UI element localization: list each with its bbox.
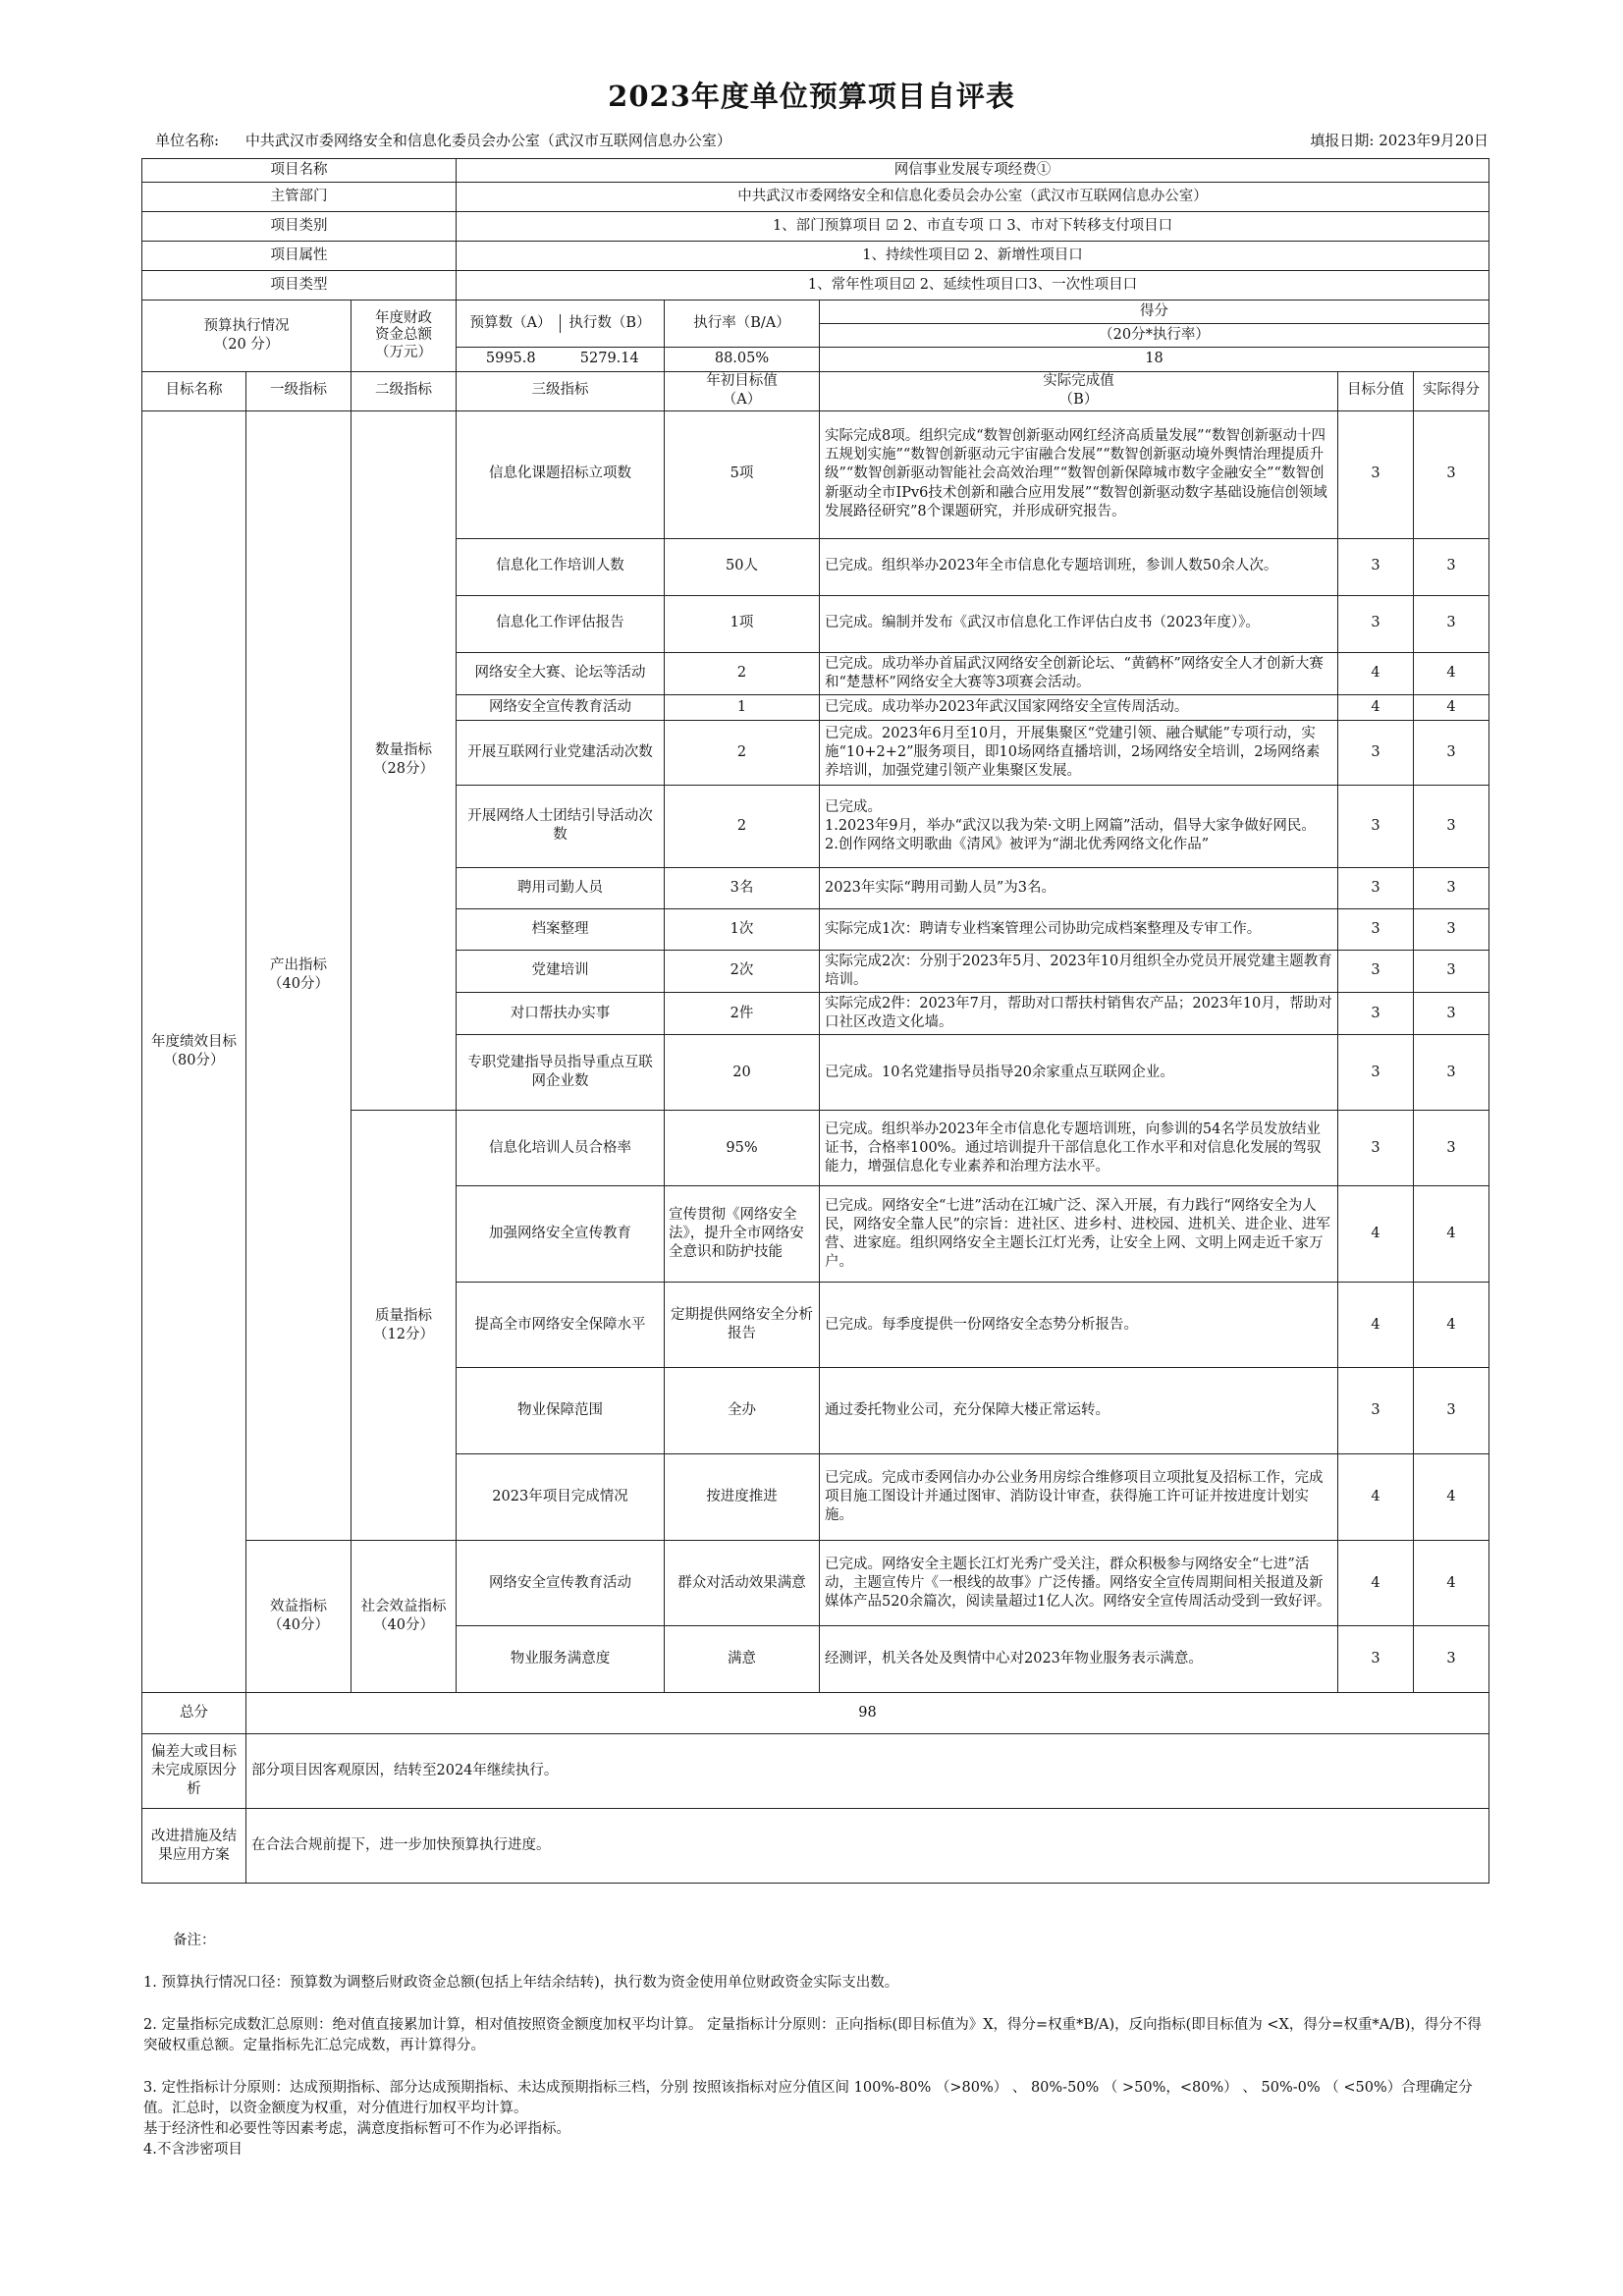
initial-target-cell: 宣传贯彻《网络安全法》，提升全市网络安全意识和防护技能 <box>665 1186 820 1283</box>
target-score-cell: 3 <box>1338 410 1414 538</box>
initial-target-cell: 95% <box>665 1111 820 1186</box>
hdr-actual <box>820 371 1338 410</box>
initial-target-cell: 1 <box>665 694 820 720</box>
project-name-value: 网信事业发展专项经费① <box>457 159 1489 183</box>
actual-cell: 已完成。网络安全主题长江灯光秀广受关注，群众积极参与网络安全“七进”活动，主题宣传片《一根线的故事》广泛传播。网络安全宣传周期间相关报道及新媒体产品520余篇次，阅读量超过1亿人次。网络安全宣传周活动受到一致好评。 <box>820 1541 1338 1626</box>
budget-col-header <box>457 301 665 348</box>
target-score-cell: 3 <box>1338 1368 1414 1454</box>
budget-values <box>457 348 665 371</box>
actual-score-cell: 4 <box>1414 1283 1489 1368</box>
level2-quality: 质量指标 （12分） <box>352 1111 457 1541</box>
level2-social: 社会效益指标 （40分） <box>352 1541 457 1693</box>
level3-cell: 网络安全宣传教育活动 <box>457 694 665 720</box>
hdr-initial-target-text: 年初目标值 <box>706 372 778 389</box>
actual-score-cell: 3 <box>1414 785 1489 867</box>
level3-cell: 信息化工作评估报告 <box>457 595 665 652</box>
initial-target-cell: 按进度推进 <box>665 1454 820 1541</box>
report-date <box>1310 130 1488 150</box>
initial-target-cell: 群众对活动效果满意 <box>665 1541 820 1626</box>
level3-cell: 对口帮扶办实事 <box>457 993 665 1035</box>
budget-header-row <box>142 301 1489 324</box>
target-score-cell: 3 <box>1338 1035 1414 1111</box>
level3-cell: 信息化工作培训人数 <box>457 538 665 595</box>
budget-b-header: 执行数（B） <box>560 314 659 333</box>
target-score-cell: 3 <box>1338 595 1414 652</box>
initial-target-cell: 2次 <box>665 950 820 992</box>
actual-cell: 2023年实际“聘用司勤人员”为3名。 <box>820 867 1338 908</box>
level1-output: 产出指标 （40分） <box>246 410 352 1541</box>
score-header: 得分 <box>820 301 1489 324</box>
improve-label: 改进措施及结果应用方案 <box>142 1809 246 1884</box>
project-name-label: 项目名称 <box>142 159 457 183</box>
level3-cell: 网络安全宣传教育活动 <box>457 1541 665 1626</box>
hdr-actual-sub: （B） <box>1058 392 1099 408</box>
actual-score-cell: 4 <box>1414 652 1489 694</box>
deviation-label: 偏差大或目标未完成原因分析 <box>142 1734 246 1809</box>
level3-cell: 党建培训 <box>457 950 665 992</box>
initial-target-cell: 1次 <box>665 908 820 950</box>
initial-target-cell: 50人 <box>665 538 820 595</box>
category-row <box>142 212 1489 242</box>
initial-target-cell: 2 <box>665 652 820 694</box>
rate-value: 88.05% <box>665 348 820 371</box>
hdr-level1: 一级指标 <box>246 371 352 410</box>
level3-cell: 专职党建指导员指导重点互联网企业数 <box>457 1035 665 1111</box>
hdr-target-score: 目标分值 <box>1338 371 1414 410</box>
note-4: 基于经济性和必要性等因素考虑，满意度指标暂可不作为必评指标。 <box>143 2121 570 2138</box>
target-score-cell: 4 <box>1338 1283 1414 1368</box>
score-value: 18 <box>820 348 1489 371</box>
actual-score-cell: 3 <box>1414 950 1489 992</box>
actual-score-cell: 3 <box>1414 1368 1489 1454</box>
initial-target-cell: 定期提供网络安全分析报告 <box>665 1283 820 1368</box>
target-score-cell: 4 <box>1338 694 1414 720</box>
actual-cell: 实际完成1次：聘请专业档案管理公司协助完成档案整理及专审工作。 <box>820 908 1338 950</box>
level2-quantity: 数量指标 （28分） <box>352 410 457 1111</box>
target-score-cell: 3 <box>1338 993 1414 1035</box>
hdr-actual-text: 实际完成值 <box>1043 372 1114 389</box>
actual-score-cell: 3 <box>1414 1626 1489 1693</box>
initial-target-cell: 2 <box>665 720 820 785</box>
level3-cell: 2023年项目完成情况 <box>457 1454 665 1541</box>
budget-a-header: 预算数（A） <box>469 315 552 332</box>
type-label: 项目类型 <box>142 271 457 301</box>
level3-cell: 加强网络安全宣传教育 <box>457 1186 665 1283</box>
improve-text: 在合法合规前提下，进一步加快预算执行进度。 <box>246 1809 1489 1884</box>
budget-value: 5995.8 <box>485 351 536 367</box>
score-formula: （20分*执行率） <box>820 324 1489 348</box>
total-value: 98 <box>246 1693 1489 1734</box>
note-3: 3. 定性指标计分原则：达成预期指标、部分达成预期指标、未达成预期指标三档，分别 按照该指标对应分值区间 100%-80% （>80%） 、 80%-50% （ >50%，<80%） 、 50%-0% （ <50%）合理确定分值。汇总时，以资金额度为权重，对分值进行加权平均计算。 <box>143 2080 1473 2117</box>
target-score-cell: 3 <box>1338 1111 1414 1186</box>
target-score-cell: 3 <box>1338 867 1414 908</box>
actual-cell: 实际完成2件：2023年7月，帮助对口帮扶村销售农产品；2023年10月，帮助对口社区改造文化墙。 <box>820 993 1338 1035</box>
actual-cell: 实际完成2次：分别于2023年5月、2023年10月组织全办党员开展党建主题教育培训。 <box>820 950 1338 992</box>
initial-target-cell: 5项 <box>665 410 820 538</box>
actual-cell: 已完成。成功举办2023年武汉国家网络安全宣传周活动。 <box>820 694 1338 720</box>
improve-row <box>142 1809 1489 1884</box>
hdr-target-name: 目标名称 <box>142 371 246 410</box>
hdr-initial-target-sub: （A） <box>722 392 762 408</box>
project-name-row <box>142 159 1489 183</box>
dept-row <box>142 183 1489 212</box>
level3-cell: 信息化培训人员合格率 <box>457 1111 665 1186</box>
actual-cell: 实际完成8项。组织完成“数智创新驱动网红经济高质量发展”“数智创新驱动十四五规划实施”“数智创新驱动元宇宙融合发展”“数智创新驱动境外舆情治理提质升级”“数智创新驱动智能社会高效治理”“数智创新保障城市数字金融安全”“数智创新驱动全市IPv6技术创新和融合应用发展”“数智创新驱动数字基础设施信创领域发展路径研究”8个课题研究，并形成研究报告。 <box>820 410 1338 538</box>
actual-score-cell: 4 <box>1414 1454 1489 1541</box>
target-score-cell: 4 <box>1338 1541 1414 1626</box>
target-score-cell: 3 <box>1338 908 1414 950</box>
total-row <box>142 1693 1489 1734</box>
actual-score-cell: 3 <box>1414 993 1489 1035</box>
actual-cell: 已完成。组织举办2023年全市信息化专题培训班，参训人数50余人次。 <box>820 538 1338 595</box>
deviation-text: 部分项目因客观原因，结转至2024年继续执行。 <box>246 1734 1489 1809</box>
attr-label: 项目属性 <box>142 242 457 271</box>
actual-cell: 已完成。网络安全“七进”活动在江城广泛、深入开展，有力践行“网络安全为人民，网络安全靠人民”的宗旨：进社区、进乡村、进校园、进机关、进企业、进军营、进家庭。组织网络安全主题长江灯光秀，让安全上网、文明上网走近千家万户。 <box>820 1186 1338 1283</box>
date-label: 填报日期: <box>1310 132 1375 149</box>
actual-cell: 已完成。编制并发布《武汉市信息化工作评估白皮书（2023年度）》。 <box>820 595 1338 652</box>
indicator-header-row <box>142 371 1489 410</box>
actual-score-cell: 3 <box>1414 867 1489 908</box>
indicator-row <box>142 410 1489 538</box>
actual-cell: 已完成。组织举办2023年全市信息化专题培训班，向参训的54名学员发放结业证书，合格率100%。通过培训提升干部信息化工作水平和对信息化发展的驾驭能力，增强信息化专业素养和治理方法水平。 <box>820 1111 1338 1186</box>
note-5: 4.不含涉密项目 <box>143 2142 243 2159</box>
initial-target-cell: 2件 <box>665 993 820 1035</box>
level3-cell: 信息化课题招标立项数 <box>457 410 665 538</box>
note-2: 2. 定量指标完成数汇总原则：绝对值直接累加计算，相对值按照资金额度加权平均计算。 定量指标计分原则：正向指标(即目标值为》X，得分=权重*B/A)，反向指标(即目标值为 <X，得分=权重*A/B)，得分不得突破权重总额。定量指标先汇总完成数，再计算得分。 <box>143 2017 1482 2054</box>
category-label: 项目类别 <box>142 212 457 242</box>
initial-target-cell: 20 <box>665 1035 820 1111</box>
actual-score-cell: 3 <box>1414 1035 1489 1111</box>
page-title: 2023年度单位预算项目自评表 <box>608 80 1015 113</box>
date-value: 2023年9月20日 <box>1379 132 1488 149</box>
initial-target-cell: 全办 <box>665 1368 820 1454</box>
total-label: 总分 <box>142 1693 246 1734</box>
actual-score-cell: 3 <box>1414 595 1489 652</box>
exec-value: 5279.14 <box>579 351 639 367</box>
attr-value: 1、持续性项目☑ 2、新增性项目口 <box>457 242 1489 271</box>
level1-benefit: 效益指标 （40分） <box>246 1541 352 1693</box>
hdr-actual-score: 实际得分 <box>1414 371 1489 410</box>
target-score-cell: 3 <box>1338 950 1414 992</box>
actual-cell: 已完成。2023年6月至10月，开展集聚区“党建引领、融合赋能”专项行动，实施“10+2+2”服务项目，即10场网络直播培训，2场网络安全培训，2场网络素养培训，加强党建引领产业集聚区发展。 <box>820 720 1338 785</box>
actual-score-cell: 3 <box>1414 538 1489 595</box>
level3-cell: 开展互联网行业党建活动次数 <box>457 720 665 785</box>
actual-cell: 已完成。每季度提供一份网络安全态势分析报告。 <box>820 1283 1338 1368</box>
hdr-initial-target <box>665 371 820 410</box>
level3-cell: 物业保障范围 <box>457 1368 665 1454</box>
type-value: 1、常年性项目☑ 2、延续性项目口3、一次性项目口 <box>457 271 1489 301</box>
category-value: 1、部门预算项目 ☑ 2、市直专项 口 3、市对下转移支付项目口 <box>457 212 1489 242</box>
actual-cell: 已完成。完成市委网信办办公业务用房综合维修项目立项批复及招标工作，完成项目施工图设计并通过图审、消防设计审查，获得施工许可证并按进度计划实施。 <box>820 1454 1338 1541</box>
target-name-cell: 年度绩效目标 （80分） <box>142 410 246 1693</box>
target-score-cell: 3 <box>1338 785 1414 867</box>
actual-cell: 经测评，机关各处及舆情中心对2023年物业服务表示满意。 <box>820 1626 1338 1693</box>
target-score-cell: 3 <box>1338 538 1414 595</box>
actual-score-cell: 4 <box>1414 1186 1489 1283</box>
level3-cell: 提高全市网络安全保障水平 <box>457 1283 665 1368</box>
unit-name: 中共武汉市委网络安全和信息化委员会办公室（武汉市互联网信息办公室） <box>244 132 731 149</box>
budget-label: 预算执行情况 （20 分） <box>142 301 352 371</box>
notes-heading: 备注： <box>173 1933 216 1948</box>
note-1: 1. 预算执行情况口径：预算数为调整后财政资金总额(包括上年结余结转)，执行数为资金使用单位财政资金实际支出数。 <box>143 1975 899 1992</box>
initial-target-cell: 2 <box>665 785 820 867</box>
notes-section <box>143 1931 1490 2160</box>
attr-row <box>142 242 1489 271</box>
target-score-cell: 4 <box>1338 1186 1414 1283</box>
target-score-cell: 4 <box>1338 652 1414 694</box>
dept-label: 主管部门 <box>142 183 457 212</box>
unit-label: 单位名称: <box>155 132 220 149</box>
level3-cell: 档案整理 <box>457 908 665 950</box>
target-score-cell: 4 <box>1338 1454 1414 1541</box>
actual-score-cell: 3 <box>1414 1111 1489 1186</box>
actual-cell: 已完成。成功举办首届武汉网络安全创新论坛、“黄鹤杯”网络安全人才创新大赛和“楚慧杯”网络安全大赛等3项赛会活动。 <box>820 652 1338 694</box>
initial-target-cell: 1项 <box>665 595 820 652</box>
level3-cell: 聘用司勤人员 <box>457 867 665 908</box>
actual-score-cell: 3 <box>1414 908 1489 950</box>
actual-score-cell: 4 <box>1414 1541 1489 1626</box>
actual-score-cell: 4 <box>1414 694 1489 720</box>
actual-cell: 已完成。 1.2023年9月，举办“武汉以我为荣·文明上网篇”活动，倡导大家争做好网民。 2.创作网络文明歌曲《清风》被评为“湖北优秀网络文化作品” <box>820 785 1338 867</box>
actual-cell: 已完成。10名党建指导员指导20余家重点互联网企业。 <box>820 1035 1338 1111</box>
indicator-row <box>142 1541 1489 1626</box>
initial-target-cell: 满意 <box>665 1626 820 1693</box>
hdr-level3: 三级指标 <box>457 371 665 410</box>
actual-score-cell: 3 <box>1414 720 1489 785</box>
target-score-cell: 3 <box>1338 720 1414 785</box>
initial-target-cell: 3名 <box>665 867 820 908</box>
level3-cell: 开展网络人士团结引导活动次数 <box>457 785 665 867</box>
target-score-cell: 3 <box>1338 1626 1414 1693</box>
unit-info <box>155 130 731 150</box>
level3-cell: 网络安全大赛、论坛等活动 <box>457 652 665 694</box>
rate-header: 执行率（B/A） <box>665 301 820 348</box>
level3-cell: 物业服务满意度 <box>457 1626 665 1693</box>
type-row <box>142 271 1489 301</box>
funds-label: 年度财政 资金总额 （万元） <box>352 301 457 371</box>
evaluation-table <box>141 158 1489 1884</box>
deviation-row <box>142 1734 1489 1809</box>
dept-value: 中共武汉市委网络安全和信息化委员会办公室（武汉市互联网信息办公室） <box>457 183 1489 212</box>
hdr-level2: 二级指标 <box>352 371 457 410</box>
actual-cell: 通过委托物业公司，充分保障大楼正常运转。 <box>820 1368 1338 1454</box>
actual-score-cell: 3 <box>1414 410 1489 538</box>
